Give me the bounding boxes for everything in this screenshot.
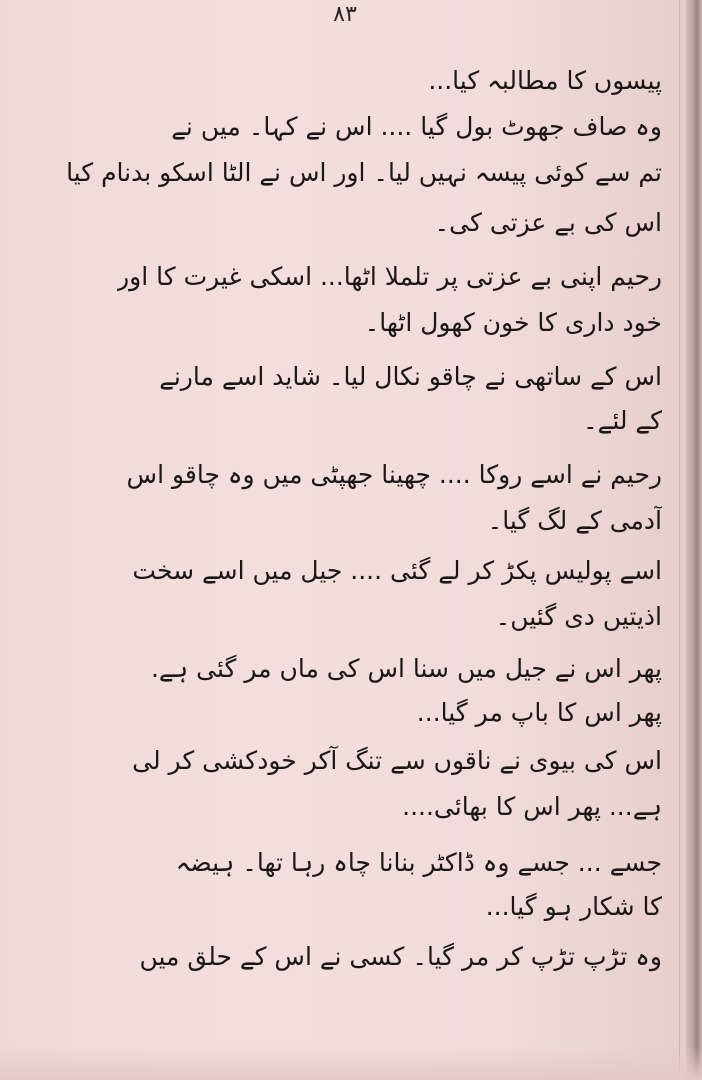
page-bottom-shadow	[0, 1046, 702, 1080]
page-number: ۸۳	[333, 2, 357, 27]
text-line: وہ صاف جھوٹ بول گیا .... اس نے کہا۔ میں نے	[171, 112, 662, 141]
text-line: اس کی بیوی نے ناقوں سے تنگ آکر خودکشی کر لی	[132, 746, 662, 775]
text-line: اس کے ساتھی نے چاقو نکال لیا۔ شاید اسے مارنے	[159, 362, 662, 391]
text-line: اس کی بے عزتی کی۔	[434, 208, 662, 237]
text-line: کا شکار ہو گیا...	[485, 892, 662, 921]
text-line: وہ تڑپ تڑپ کر مر گیا۔ کسی نے اس کے حلق میں	[139, 942, 662, 971]
text-line: ہے... پھر اس کا بھائی....	[402, 792, 662, 821]
text-line: پھر اس کا باپ مر گیا...	[416, 698, 662, 727]
text-line: آدمی کے لگ گیا۔	[487, 506, 662, 535]
text-line: کے لئے۔	[583, 406, 662, 435]
text-line: اسے پولیس پکڑ کر لے گئی .... جیل میں اسے سخت	[132, 556, 662, 585]
text-line: جسے ... جسے وہ ڈاکٹر بنانا چاہ رہا تھا۔ ہیضہ	[175, 848, 662, 877]
text-line: پیسوں کا مطالبہ کیا...	[428, 66, 662, 95]
text-line: تم سے کوئی پیسہ نہیں لیا۔ اور اس نے الٹا اسکو بدنام کیا	[66, 158, 662, 187]
text-line: رحیم اپنی بے عزتی پر تلملا اٹھا... اسکی غیرت کا اور	[117, 262, 662, 291]
page-fold-line	[679, 0, 680, 1080]
text-line: اذیتیں دی گئیں۔	[495, 602, 662, 631]
text-line: پھر اس نے جیل میں سنا اس کی ماں مر گئی ہے.	[150, 654, 662, 683]
text-line: رحیم نے اسے روکا .... چھینا جھپٹی میں وہ چاقو اس	[126, 460, 662, 489]
page-binding-edge	[686, 0, 702, 1080]
text-line: خود داری کا خون کھول اٹھا۔	[364, 308, 662, 337]
